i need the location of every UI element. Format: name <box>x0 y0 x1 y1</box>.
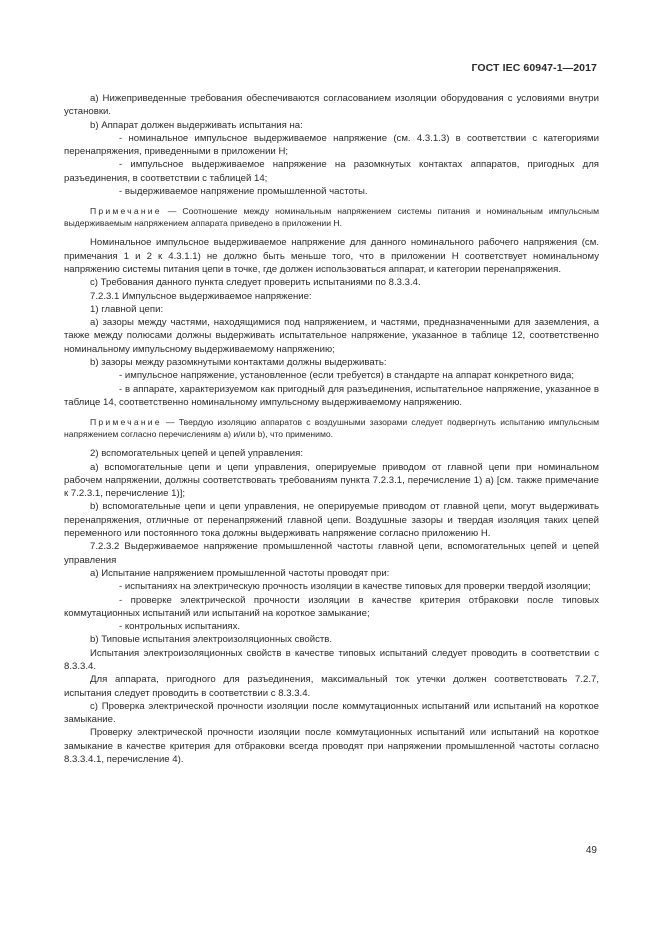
list-item: - выдерживаемое напряжение промышленной частоты. <box>119 186 368 198</box>
note-dash: — <box>167 206 177 217</box>
list-item: - контрольных испытаниях. <box>119 621 241 633</box>
list-item: - импульсное выдерживаемое напряжение на разомкнутых контактах аппаратов, пригодных для разъединения, в соответствии с таблицей 14; <box>64 159 599 184</box>
list-item: - в аппарате, характеризуемом как пригодный для разъединения, испытательное напряжение, указанное в таблице 14, соответственно номинальному импульсному выдерживаемому напряжению. <box>64 383 599 408</box>
paragraph: Проверку электрической прочности изоляции после коммутационных испытаний или испытаний на короткое замыкание в качестве критерия для отбраковки всегда проводят при напряжении промышленной частоты согласно 8.3.3.4.1, перечисление 4). <box>64 727 599 766</box>
document-body <box>64 92 599 766</box>
note-dash: — <box>165 417 175 428</box>
paragraph: a) Испытание напряжением промышленной частоты проводят при: <box>90 567 390 579</box>
paragraph: Для аппарата, пригодного для разъединения, максимальный ток утечки должен соответствовать 7.2.7, испытания следует проводить в соответствии с 8.3.3.4. <box>64 674 599 699</box>
note <box>64 416 599 440</box>
note-text: Твердую изоляцию аппаратов с воздушными зазорами следует подвергнуть испытанию импульсным напряжением согласно перечислениям а) и/или b), что применимо. <box>64 417 600 440</box>
paragraph: b) вспомогательные цепи и цепи управления, не оперируемые приводом от главной цепи, могут выдерживать перенапряжения, отличные от перенапряжений главной цепи. Воздушные зазоры и твердая изоляция таких цепей переменного или постоянного тока должны выдерживать напряжение согласно приложению Н. <box>64 501 599 540</box>
page-number: 49 <box>585 845 597 856</box>
paragraph: 2) вспомогательных цепей и цепей управления: <box>90 448 303 460</box>
note-label: Примечание <box>90 417 162 428</box>
paragraph: b) Аппарат должен выдерживать испытания на: <box>90 119 303 131</box>
paragraph: b) Типовые испытания электроизоляционных свойств. <box>90 634 333 646</box>
list-item: - проверке электрической прочности изоляции в качестве критерия отбраковки после типовых коммутационных испытаний или испытаний на короткое замыкание; <box>64 594 599 619</box>
list-item: - испытаниях на электрическую прочность изоляции в качестве типовых для проверки твердой изоляции; <box>119 581 591 593</box>
paragraph: Испытания электроизоляционных свойств в качестве типовых испытаний следует проводить в соответствии с 8.3.3.4. <box>64 647 599 672</box>
list-item: - номинальное импульсное выдерживаемое напряжение (см. 4.3.1.3) в соответствии с категориями перенапряжения, приведенными в приложении Н; <box>64 132 599 158</box>
paragraph: b) зазоры между разомкнутыми контактами должны выдерживать: <box>90 357 387 369</box>
paragraph: a) Нижеприведенные требования обеспечиваются согласованием изоляции оборудования с условиями внутри установки. <box>64 93 599 118</box>
section-heading: 7.2.3.2 Выдерживаемое напряжение промышленной частоты главной цепи, вспомогательных цепей и цепей управления <box>64 541 599 566</box>
section-heading: 7.2.3.1 Импульсное выдерживаемое напряжение: <box>90 290 312 302</box>
paragraph: a) зазоры между частями, находящимися под напряжением, и частями, предназначенными для заземления, а также между полюсами должны выдерживать испытательное напряжение, указанное в таблице 12, соответственно номинальному импульсному выдерживаемому напряжению; <box>64 317 599 355</box>
paragraph: a) вспомогательные цепи и цепи управления, оперируемые приводом от главной цепи при номинальном рабочем напряжении, должны соответствовать требованиям пункта 7.2.3.1, перечисление 1) а) [см. также примечание к 7.2.3.1, перечисление 1)]; <box>64 461 599 500</box>
paragraph: c) Проверка электрической прочности изоляции после коммутационных испытаний или испытаний на короткое замыкание. <box>64 700 599 726</box>
standard-header: ГОСТ IEC 60947-1—2017 <box>471 62 597 74</box>
note <box>64 205 599 229</box>
paragraph: 1) главной цепи: <box>90 303 164 315</box>
list-item: - импульсное напряжение, установленное (если требуется) в стандарте на аппарат конкретного вида; <box>119 370 575 382</box>
paragraph: c) Требования данного пункта следует проверить испытаниями по 8.3.3.4. <box>90 277 421 289</box>
note-text: Соотношение между номинальным напряжением системы питания и номинальным импульсным выдерживаемым напряжением аппарата приведено в приложении Н. <box>64 206 599 229</box>
note-label: Примечание <box>90 206 162 217</box>
paragraph: Номинальное импульсное выдерживаемое напряжение для данного номинального рабочего напряжения (см. примечания 1 и 2 к 4.3.1.1) не должно быть меньше того, что в приложении Н соответствует номинальному напряжению системы питания цепи в точке, где должен использоваться аппарат, и категории перенапряжения. <box>64 237 599 275</box>
